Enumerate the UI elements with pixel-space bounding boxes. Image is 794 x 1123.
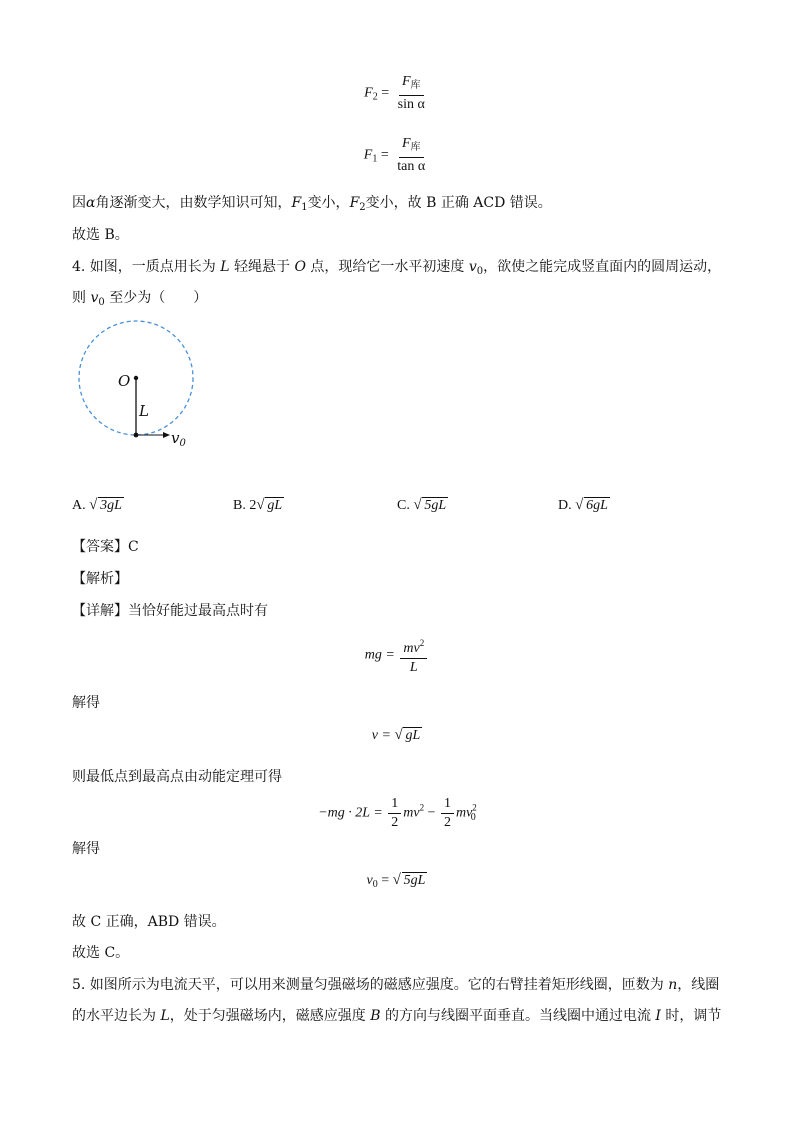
label-L: L bbox=[139, 402, 149, 420]
eq-v0-lhs-sub: 0 bbox=[372, 879, 378, 890]
choose-b: 故选 B。 bbox=[72, 227, 129, 243]
option-d[interactable] bbox=[558, 498, 610, 514]
question-4-line1 bbox=[72, 256, 721, 277]
text: 4. 如图，一质点用长为 bbox=[72, 259, 221, 275]
option-a-letter: A. bbox=[72, 498, 86, 513]
eq-f2-fraction bbox=[395, 74, 428, 113]
option-a-sqrt: √ 3gL bbox=[89, 497, 122, 513]
equation-mg bbox=[0, 635, 794, 676]
equation-f2: $F_2$ = $\frac{F_库}{\text{sin α}}$ bbox=[0, 74, 794, 113]
detail-line bbox=[72, 600, 268, 620]
option-d-sqrt: √ 6gL bbox=[575, 497, 608, 513]
option-b-sqrt: √ gL bbox=[256, 497, 283, 513]
alpha-symbol: α bbox=[86, 195, 96, 211]
f2-sub: 2 bbox=[359, 202, 366, 213]
eq-f2-lhs: F bbox=[364, 85, 373, 101]
v-symbol: v bbox=[90, 290, 99, 306]
option-b[interactable] bbox=[233, 498, 284, 514]
L-symbol: L bbox=[220, 259, 230, 275]
L-symbol: L bbox=[160, 1008, 170, 1024]
option-b-letter: B. bbox=[233, 498, 246, 513]
text: 角逐渐变大，由数学知识可知， bbox=[95, 195, 292, 211]
text: 变小，故 B 正确 ACD 错误。 bbox=[365, 195, 552, 211]
equation-f1: $F_1$ = $\frac{F_库}{\text{tan α}}$ bbox=[0, 136, 794, 175]
v-sub: 0 bbox=[476, 266, 484, 277]
answer-line bbox=[72, 536, 139, 556]
conclusion-paragraph-q3 bbox=[72, 192, 552, 213]
option-d-letter: D. bbox=[558, 498, 572, 513]
option-c-sqrt: √ 5gL bbox=[413, 497, 447, 513]
text: 因 bbox=[72, 195, 86, 211]
eq-f1-den: tan α bbox=[397, 159, 426, 174]
eq-f1-lhs: F bbox=[363, 147, 373, 163]
text: 变小， bbox=[307, 195, 350, 211]
equation-v0: $v_0$ = √ 5gL bbox=[366, 872, 426, 890]
eq-v-sqrt: √ gL bbox=[394, 727, 421, 743]
f2-symbol: F bbox=[349, 195, 360, 211]
detail-text: 当恰好能过最高点时有 bbox=[128, 603, 268, 619]
energy-theorem-line: 则最低点到最高点由动能定理可得 bbox=[72, 769, 282, 785]
question-5-line1: 5. 如图所示为电流天平，可以用来测量匀强磁场的磁感应强度。它的右臂挂着矩形线圈，匝数为 n，线圈 bbox=[72, 977, 720, 993]
f1-sub: 1 bbox=[301, 202, 308, 213]
solve-label-2: 解得 bbox=[72, 841, 100, 857]
I-symbol: I bbox=[655, 1008, 661, 1024]
eq-v0-lhs: v bbox=[366, 873, 373, 888]
eq-f2-den: sin α bbox=[397, 97, 425, 112]
answer-value: C bbox=[128, 539, 139, 555]
text: 至少为（ ） bbox=[104, 290, 208, 306]
eq-mg-lhs: mg = bbox=[364, 647, 395, 663]
eq-f1-lhs-sub: 1 bbox=[372, 153, 378, 165]
label-v: $v_0$ bbox=[171, 429, 186, 449]
analysis-tag: 【解析】 bbox=[72, 571, 128, 587]
v-symbol: v bbox=[468, 259, 477, 275]
option-c[interactable] bbox=[397, 498, 448, 514]
pivot-point bbox=[134, 376, 138, 380]
solve-label-1: 解得 bbox=[72, 695, 100, 711]
eq-f1-num: F bbox=[401, 136, 411, 151]
v-sub: 0 bbox=[98, 297, 105, 308]
circle-diagram bbox=[70, 320, 210, 460]
eq-f2-num: F bbox=[401, 74, 411, 89]
equation-energy: −mg · 2L = $\frac{1}{2}$ $mv^2$ − $\frac{1}{2}$ $mv^2_0$ bbox=[318, 796, 477, 830]
eq-f1-fraction bbox=[394, 136, 428, 175]
option-c-letter: C. bbox=[397, 498, 410, 513]
conclusion-q4: 故 C 正确，ABD 错误。 bbox=[72, 914, 226, 930]
arrow-head bbox=[163, 432, 170, 438]
n-symbol: n bbox=[668, 977, 678, 993]
detail-tag: 【详解】 bbox=[72, 603, 128, 619]
O-symbol: O bbox=[294, 259, 306, 275]
option-a[interactable] bbox=[72, 498, 124, 514]
text: 轻绳悬于 bbox=[229, 259, 295, 275]
eq-energy-lhs: −mg · 2L = bbox=[318, 805, 383, 821]
eq-v0-sqrt: √ 5gL bbox=[392, 872, 426, 888]
answer-tag: 【答案】 bbox=[72, 539, 128, 555]
eq-f2-lhs-sub: 2 bbox=[372, 91, 378, 103]
choose-c: 故选 C。 bbox=[72, 945, 130, 961]
text: 点，现给它一水平初速度 bbox=[305, 259, 469, 275]
eq-v-lhs: v = bbox=[371, 728, 391, 743]
text: 则 bbox=[72, 290, 91, 306]
question-4-line2 bbox=[72, 287, 207, 308]
option-b-coef: 2 bbox=[249, 498, 257, 513]
eq-f2-num-sub: 库 bbox=[410, 80, 421, 91]
circle-figure bbox=[70, 320, 210, 460]
f1-symbol: F bbox=[291, 195, 302, 211]
equation-v bbox=[0, 728, 794, 744]
eq-f1-num-sub: 库 bbox=[410, 142, 421, 153]
eq-mg-fraction: $\frac{mv^2}{L}$ bbox=[400, 635, 427, 676]
B-symbol: B bbox=[370, 1008, 381, 1024]
label-O: O bbox=[118, 372, 131, 390]
question-5-line2: 的水平边长为 L，处于匀强磁场内，磁感应强度 B 的方向与线圈平面垂直。当线圈中通过电流 I 时，调节 bbox=[72, 1008, 722, 1024]
text: ，欲使之能完成竖直面内的圆周运动， bbox=[483, 259, 722, 275]
